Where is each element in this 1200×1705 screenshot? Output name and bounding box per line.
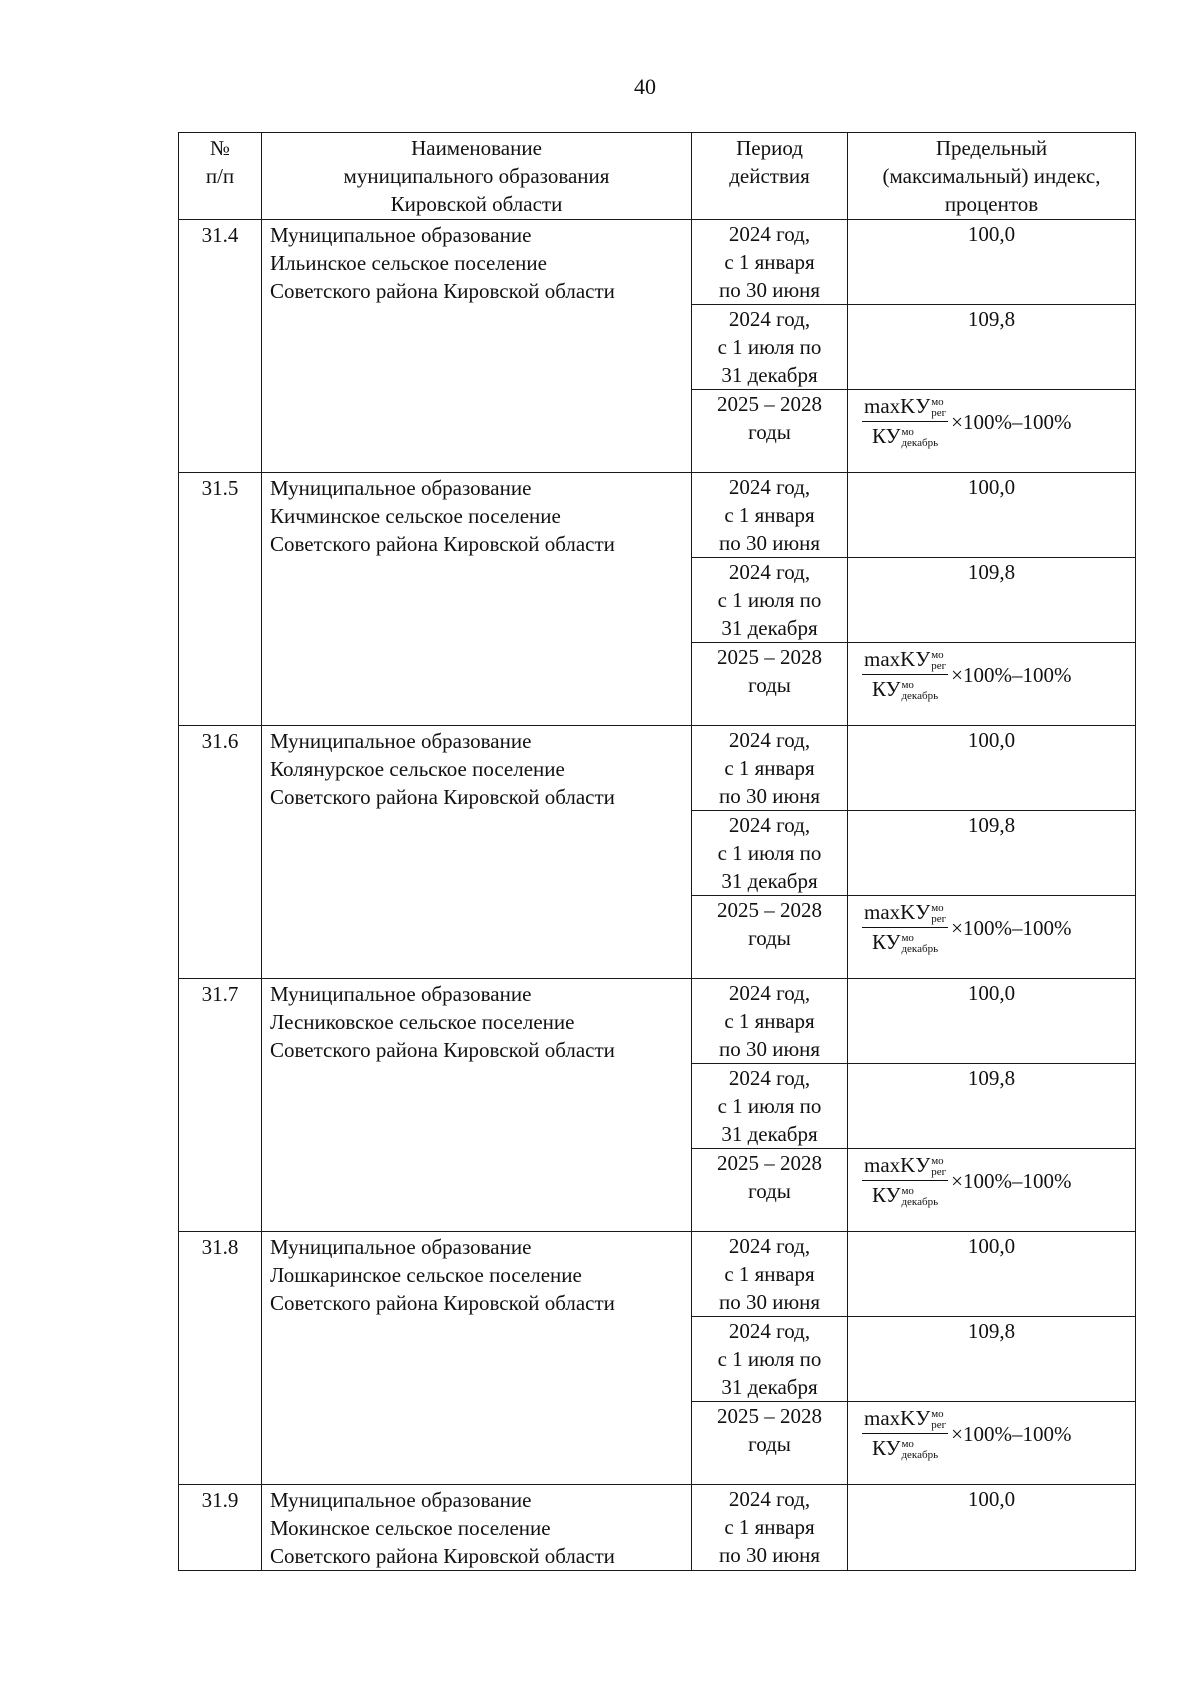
period-line: годы xyxy=(748,1432,791,1456)
period-cell xyxy=(692,305,848,390)
formula-numerator xyxy=(862,647,948,675)
formula xyxy=(862,1406,1071,1461)
header-index-line: Предельный xyxy=(935,136,1048,160)
period-line: с 1 июля по xyxy=(717,841,822,865)
period-line: 2024 год, xyxy=(728,475,811,499)
municipality-name-line: Советского района Кировской области xyxy=(270,279,615,303)
formula-den-sup: мо xyxy=(901,1438,914,1451)
period-line: 31 декабря xyxy=(721,869,818,893)
period-line: с 1 июля по xyxy=(717,1347,822,1371)
period-line: 2024 год, xyxy=(728,1487,811,1511)
formula-den-sup: мо xyxy=(901,1185,914,1198)
table-row xyxy=(179,726,1136,811)
formula-num-sup: мо xyxy=(931,396,944,409)
formula-tail: ×100%–100% xyxy=(951,1168,1072,1193)
formula-den-sub: декабрь xyxy=(901,943,939,956)
formula-denominator xyxy=(870,675,940,702)
formula-num-scripts xyxy=(931,903,946,925)
index-value: 109,8 xyxy=(848,811,1136,896)
period-line: 2024 год, xyxy=(728,728,811,752)
municipality-name-line: Советского района Кировской области xyxy=(270,532,615,556)
municipality-name-line: Кичминское сельское поселение xyxy=(270,504,561,528)
header-period xyxy=(692,133,848,220)
period-line: 2024 год, xyxy=(728,1066,811,1090)
municipality-name xyxy=(262,473,692,726)
formula-num-sub: рег xyxy=(931,407,947,420)
period-line: 2025 – 2028 xyxy=(717,645,822,669)
period-line: 2024 год, xyxy=(728,981,811,1005)
row-number: 31.7 xyxy=(179,979,262,1232)
formula-num-base: maxKУ xyxy=(864,394,931,418)
period-line: годы xyxy=(748,673,791,697)
formula-num-base: maxKУ xyxy=(864,1406,931,1430)
municipality-name-line: Мокинское сельское поселение xyxy=(270,1516,551,1540)
header-name-line: муниципального образования xyxy=(343,164,610,188)
period-line: 2024 год, xyxy=(728,222,811,246)
formula-tail: ×100%–100% xyxy=(951,1421,1072,1446)
period-line: 2025 – 2028 xyxy=(717,1151,822,1175)
period-line: с 1 июля по xyxy=(717,588,822,612)
period-line: по 30 июня xyxy=(718,278,821,302)
formula-fraction xyxy=(862,1153,948,1208)
row-number: 31.8 xyxy=(179,1232,262,1485)
table-row xyxy=(179,473,1136,558)
formula-den-scripts xyxy=(901,933,938,955)
period-line: 31 декабря xyxy=(721,1122,818,1146)
formula-tail: ×100%–100% xyxy=(951,409,1072,434)
period-line: 31 декабря xyxy=(721,1375,818,1399)
header-index xyxy=(848,133,1136,220)
formula-den-sub: декабрь xyxy=(901,690,939,703)
header-num xyxy=(179,133,262,220)
formula-den-sub: декабрь xyxy=(901,1449,939,1462)
municipality-name-line: Муниципальное образование xyxy=(270,1235,532,1259)
index-value: 100,0 xyxy=(848,220,1136,305)
period-line: по 30 июня xyxy=(718,531,821,555)
period-cell xyxy=(692,1149,848,1232)
period-line: с 1 июля по xyxy=(717,1094,822,1118)
period-cell xyxy=(692,726,848,811)
header-name-line: Наименование xyxy=(411,136,542,160)
period-cell xyxy=(692,643,848,726)
index-value: 109,8 xyxy=(848,558,1136,643)
formula-num-base: maxKУ xyxy=(864,900,931,924)
index-formula xyxy=(848,1149,1136,1232)
formula-numerator xyxy=(862,394,948,422)
formula-den-base: КУ xyxy=(871,677,901,702)
row-number: 31.6 xyxy=(179,726,262,979)
tariff-index-table xyxy=(178,132,1136,1571)
period-cell xyxy=(692,1232,848,1317)
table-row xyxy=(179,1485,1136,1571)
formula-den-base: КУ xyxy=(871,930,901,955)
formula-den-sub: декабрь xyxy=(901,1196,939,1209)
formula-num-sup: мо xyxy=(931,649,944,662)
formula-den-sup: мо xyxy=(901,932,914,945)
formula-den-scripts xyxy=(901,1439,938,1461)
formula-fraction xyxy=(862,647,948,702)
row-number: 31.4 xyxy=(179,220,262,473)
formula-num-scripts xyxy=(931,1156,946,1178)
period-line: 2024 год, xyxy=(728,813,811,837)
formula-num-sup: мо xyxy=(931,1408,944,1421)
municipality-name-line: Лошкаринское сельское поселение xyxy=(270,1263,582,1287)
page-number: 40 xyxy=(634,74,656,99)
formula-numerator xyxy=(862,1153,948,1181)
formula-denominator xyxy=(870,1181,940,1208)
formula-denominator xyxy=(870,1434,940,1461)
index-formula xyxy=(848,1402,1136,1485)
period-line: 2024 год, xyxy=(728,1319,811,1343)
table-header-row xyxy=(179,133,1136,220)
municipality-name-line: Советского района Кировской области xyxy=(270,1038,615,1062)
formula-fraction xyxy=(862,1406,948,1461)
municipality-name xyxy=(262,726,692,979)
municipality-name-line: Колянурское сельское поселение xyxy=(270,757,565,781)
formula-num-sub: рег xyxy=(931,660,947,673)
index-value: 100,0 xyxy=(848,1485,1136,1571)
period-cell xyxy=(692,1485,848,1571)
formula-den-scripts xyxy=(901,680,938,702)
formula-numerator xyxy=(862,900,948,928)
header-name xyxy=(262,133,692,220)
period-line: 2024 год, xyxy=(728,560,811,584)
index-formula xyxy=(848,896,1136,979)
period-line: годы xyxy=(748,926,791,950)
period-line: по 30 июня xyxy=(718,1290,821,1314)
period-line: по 30 июня xyxy=(718,1037,821,1061)
formula xyxy=(862,394,1071,449)
period-cell xyxy=(692,979,848,1064)
formula-den-sup: мо xyxy=(901,679,914,692)
index-value: 109,8 xyxy=(848,305,1136,390)
period-cell xyxy=(692,558,848,643)
municipality-name-line: Лесниковское сельское поселение xyxy=(270,1010,575,1034)
period-line: 2025 – 2028 xyxy=(717,898,822,922)
formula-num-sub: рег xyxy=(931,1419,947,1432)
formula-num-sup: мо xyxy=(931,1155,944,1168)
index-formula xyxy=(848,643,1136,726)
period-cell xyxy=(692,811,848,896)
header-index-line: (максимальный) индекс, xyxy=(882,164,1101,188)
formula-numerator xyxy=(862,1406,948,1434)
formula-denominator xyxy=(870,422,940,449)
municipality-name-line: Муниципальное образование xyxy=(270,982,532,1006)
period-cell xyxy=(692,1317,848,1402)
index-value: 100,0 xyxy=(848,979,1136,1064)
formula-den-sup: мо xyxy=(901,426,914,439)
formula-num-sub: рег xyxy=(931,1166,947,1179)
municipality-name-line: Советского района Кировской области xyxy=(270,785,615,809)
formula-den-scripts xyxy=(901,1186,938,1208)
period-cell xyxy=(692,1402,848,1485)
formula-den-scripts xyxy=(901,427,938,449)
header-period-line: Период xyxy=(736,136,803,160)
formula-num-scripts xyxy=(931,397,946,419)
period-line: 2024 год, xyxy=(728,307,811,331)
formula-den-base: КУ xyxy=(871,424,901,449)
formula-fraction xyxy=(862,394,948,449)
header-num-line: № xyxy=(209,136,231,160)
header-period-line: действия xyxy=(729,164,810,188)
index-value: 100,0 xyxy=(848,726,1136,811)
municipality-name xyxy=(262,1232,692,1485)
index-formula xyxy=(848,390,1136,473)
period-line: по 30 июня xyxy=(718,784,821,808)
formula-den-base: КУ xyxy=(871,1436,901,1461)
municipality-name-line: Муниципальное образование xyxy=(270,1488,532,1512)
period-line: годы xyxy=(748,1179,791,1203)
row-number: 31.9 xyxy=(179,1485,262,1571)
municipality-name-line: Муниципальное образование xyxy=(270,476,532,500)
index-value: 109,8 xyxy=(848,1064,1136,1149)
period-line: с 1 июля по xyxy=(717,335,822,359)
table-row xyxy=(179,979,1136,1064)
period-line: с 1 января xyxy=(724,1262,815,1286)
period-line: с 1 января xyxy=(724,1009,815,1033)
formula-num-scripts xyxy=(931,650,946,672)
formula-denominator xyxy=(870,928,940,955)
municipality-name-line: Ильинское сельское поселение xyxy=(270,251,547,275)
period-cell xyxy=(692,896,848,979)
period-line: 2025 – 2028 xyxy=(717,1404,822,1428)
municipality-name-line: Советского района Кировской области xyxy=(270,1291,615,1315)
header-index-line: процентов xyxy=(944,192,1039,216)
period-line: 2024 год, xyxy=(728,1234,811,1258)
header-name-line: Кировской области xyxy=(390,192,563,216)
municipality-name-line: Советского района Кировской области xyxy=(270,1544,615,1568)
period-cell xyxy=(692,473,848,558)
formula xyxy=(862,1153,1071,1208)
formula-num-base: maxKУ xyxy=(864,647,931,671)
formula xyxy=(862,900,1071,955)
index-value: 100,0 xyxy=(848,473,1136,558)
table-body xyxy=(179,220,1136,1571)
formula-num-scripts xyxy=(931,1409,946,1431)
formula xyxy=(862,647,1071,702)
formula-num-sup: мо xyxy=(931,902,944,915)
formula-num-sub: рег xyxy=(931,913,947,926)
period-line: 31 декабря xyxy=(721,616,818,640)
period-line: годы xyxy=(748,420,791,444)
index-value: 109,8 xyxy=(848,1317,1136,1402)
formula-den-sub: декабрь xyxy=(901,437,939,450)
municipality-name xyxy=(262,220,692,473)
header-num-line: п/п xyxy=(205,164,235,188)
period-line: с 1 января xyxy=(724,503,815,527)
formula-den-base: КУ xyxy=(871,1183,901,1208)
row-number: 31.5 xyxy=(179,473,262,726)
period-cell xyxy=(692,390,848,473)
formula-tail: ×100%–100% xyxy=(951,662,1072,687)
table-row xyxy=(179,220,1136,305)
municipality-name-line: Муниципальное образование xyxy=(270,223,532,247)
period-line: 2025 – 2028 xyxy=(717,392,822,416)
municipality-name xyxy=(262,1485,692,1571)
period-cell xyxy=(692,220,848,305)
period-line: по 30 июня xyxy=(718,1543,821,1567)
period-line: 31 декабря xyxy=(721,363,818,387)
municipality-name-line: Муниципальное образование xyxy=(270,729,532,753)
municipality-name xyxy=(262,979,692,1232)
formula-fraction xyxy=(862,900,948,955)
period-line: с 1 января xyxy=(724,1515,815,1539)
index-value: 100,0 xyxy=(848,1232,1136,1317)
table-row xyxy=(179,1232,1136,1317)
period-line: с 1 января xyxy=(724,756,815,780)
period-line: с 1 января xyxy=(724,250,815,274)
period-cell xyxy=(692,1064,848,1149)
formula-tail: ×100%–100% xyxy=(951,915,1072,940)
formula-num-base: maxKУ xyxy=(864,1153,931,1177)
